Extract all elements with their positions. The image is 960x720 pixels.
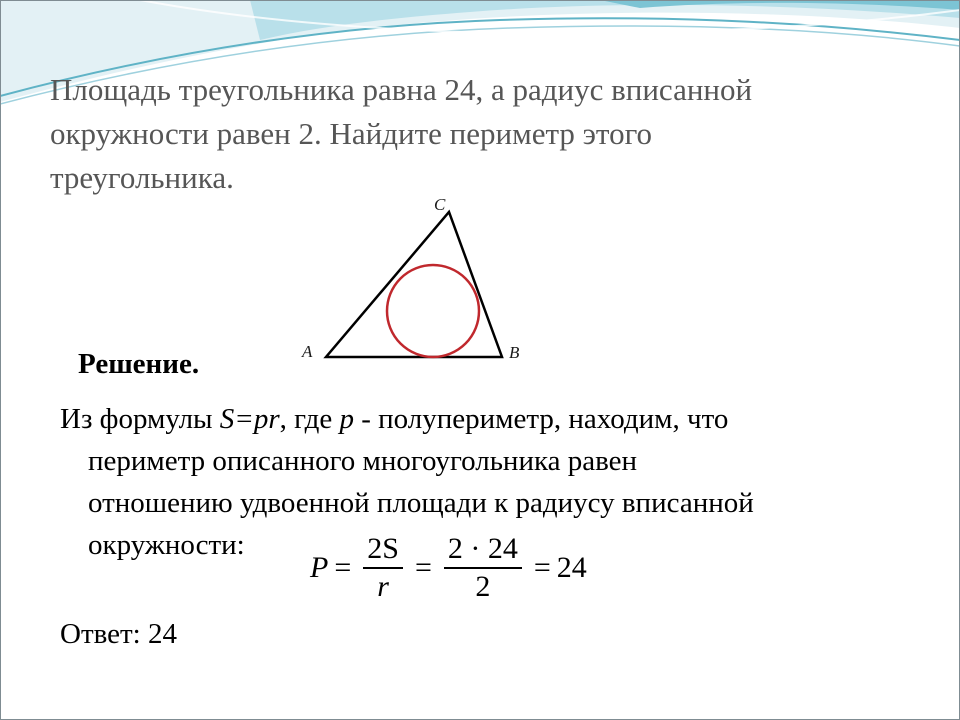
formula-equals-3: = [533, 551, 551, 584]
formula-equals-1: = [334, 551, 352, 584]
problem-statement [50, 68, 910, 200]
fraction-1-numerator: 2S [363, 533, 403, 569]
solution-line-1-end: - полупериметр, находим, что [353, 403, 729, 435]
fraction-2-denominator: 2 [475, 570, 491, 603]
triangle-figure [295, 190, 535, 370]
variable-p: p [339, 403, 354, 435]
answer-line: Ответ: 24 [60, 618, 177, 650]
fraction-2s-over-r [363, 533, 403, 603]
solution-line-2: периметр описанного многоугольника равен [88, 445, 638, 477]
solution-heading: Решение. [78, 348, 200, 380]
formula-inline-s-pr: S=pr [219, 403, 280, 435]
vertex-label-b: B [509, 343, 520, 362]
solution-line-1 [60, 398, 920, 440]
problem-line-1: Площадь треугольника равна 24, а радиус вписанной [50, 72, 753, 107]
fraction-1-denominator: r [377, 570, 389, 603]
solution-line-3: отношению удвоенной площади к радиусу вписанной [88, 487, 754, 519]
problem-line-3: треугольника. [50, 160, 234, 195]
vertex-label-c: C [434, 195, 446, 214]
solution-line-1-mid: , где [279, 403, 340, 435]
problem-line-2: окружности равен 2. Найдите периметр этого [50, 116, 653, 151]
inscribed-circle [387, 265, 479, 357]
fraction-2-numerator: 2 · 24 [444, 533, 522, 569]
triangle-abc [326, 212, 502, 357]
formula-result: 24 [556, 551, 587, 584]
fraction-2x24-over-2 [444, 533, 522, 603]
vertex-label-a: A [302, 342, 313, 361]
formula-lhs: P [310, 551, 329, 584]
solution-line-4: окружности: [88, 529, 245, 561]
solution-line-1-start: Из формулы [60, 403, 220, 435]
perimeter-formula [310, 530, 587, 606]
formula-equals-2: = [414, 551, 432, 584]
